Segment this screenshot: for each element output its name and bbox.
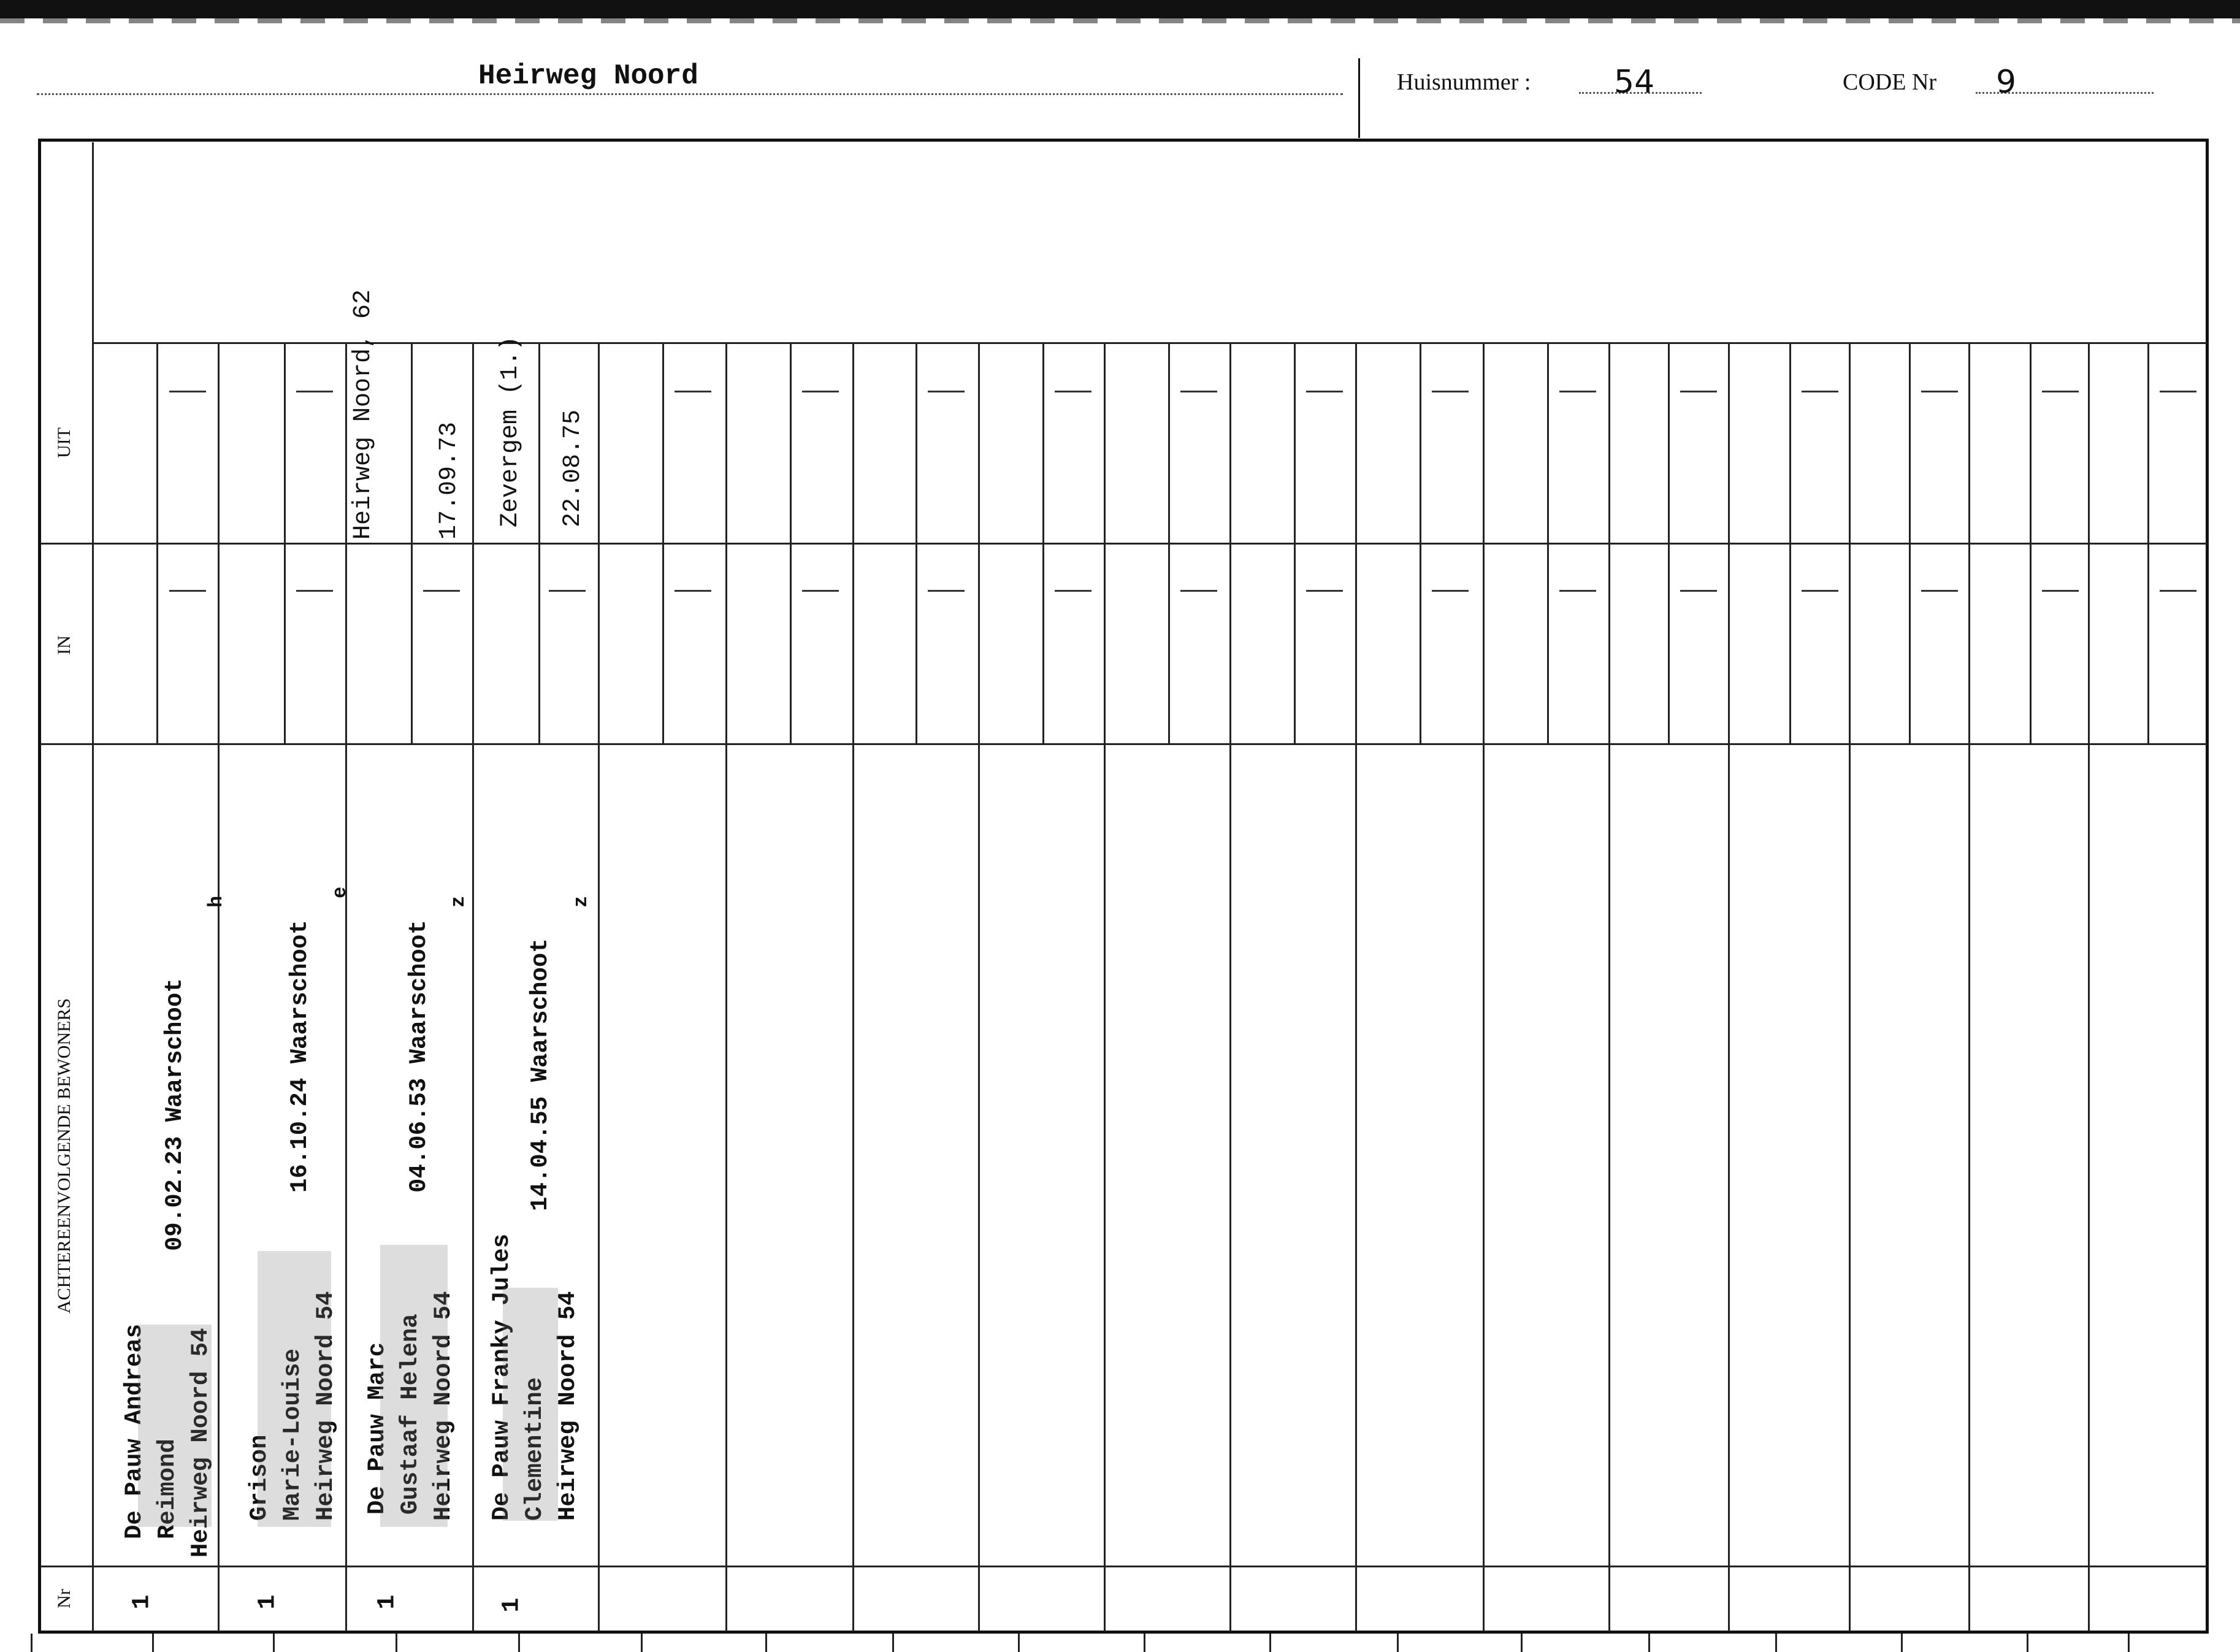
uit-dash bbox=[1559, 391, 1596, 392]
bottom-tick bbox=[1775, 1634, 1777, 1652]
col-rule bbox=[345, 342, 347, 1631]
in-dash bbox=[1680, 590, 1717, 592]
resident-birth: 09.02.23 Waarschoot bbox=[161, 978, 188, 1251]
resident-nr: 1 bbox=[254, 1594, 282, 1610]
resident-mark: z bbox=[447, 895, 470, 908]
bottom-tick bbox=[765, 1634, 767, 1652]
col-rule bbox=[978, 342, 980, 1631]
bewoners-column-label: ACHTEREENVOLGENDE BEWONERS bbox=[54, 998, 74, 1314]
col-rule bbox=[1229, 342, 1231, 1631]
uit-dash bbox=[1680, 391, 1717, 392]
col-rule bbox=[1608, 342, 1610, 1631]
in-dash bbox=[1432, 590, 1469, 592]
in-bewoners-rule bbox=[40, 743, 2208, 745]
in-dash bbox=[802, 590, 839, 592]
in-dash bbox=[1306, 590, 1343, 592]
scan-top-edge bbox=[0, 0, 2240, 18]
bewoners-nr-rule bbox=[40, 1566, 2208, 1567]
bottom-tick bbox=[1521, 1634, 1523, 1652]
bottom-tick bbox=[892, 1634, 894, 1652]
resident-given: Clementine bbox=[521, 1377, 548, 1521]
label-column-divider bbox=[92, 142, 94, 1631]
bottom-tick bbox=[1269, 1634, 1271, 1652]
resident-name: De Pauw Franky Jules bbox=[488, 1233, 515, 1521]
col-rule bbox=[1294, 342, 1296, 743]
resident-birth: 14.04.55 Waarschoot bbox=[527, 938, 554, 1211]
in-dash bbox=[928, 590, 965, 592]
in-dash bbox=[2160, 590, 2196, 592]
in-dash bbox=[1921, 590, 1958, 592]
col-rule bbox=[915, 342, 917, 743]
huisnummer-label: Huisnummer : bbox=[1397, 69, 1531, 95]
col-rule bbox=[2088, 342, 2090, 1631]
in-dash bbox=[2042, 590, 2079, 592]
uit-place: Zevergem (1.) bbox=[497, 335, 524, 527]
resident-name: De Pauw Andreas bbox=[121, 1323, 148, 1539]
col-rule bbox=[1420, 342, 1421, 743]
uit-dash bbox=[1180, 391, 1217, 392]
in-dash bbox=[675, 590, 711, 592]
col-rule bbox=[411, 342, 413, 743]
bottom-tick bbox=[1648, 1634, 1650, 1652]
in-dash bbox=[1180, 590, 1217, 592]
in-dash bbox=[1055, 590, 1091, 592]
resident-birth: 04.06.53 Waarschoot bbox=[405, 920, 432, 1193]
col-rule bbox=[1547, 342, 1549, 743]
in-dash bbox=[423, 590, 460, 592]
resident-address: Heirweg Noord 54 bbox=[554, 1291, 581, 1521]
col-rule bbox=[156, 342, 158, 743]
col-rule bbox=[2147, 342, 2149, 743]
uit-in-rule bbox=[40, 543, 2208, 545]
resident-given: Marie-Louise bbox=[279, 1348, 306, 1521]
uit-dash bbox=[928, 391, 965, 392]
uit-place: Heirweg Noord, 62 bbox=[350, 289, 377, 540]
scan-smudge bbox=[503, 1288, 558, 1521]
uit-dash bbox=[1055, 391, 1091, 392]
uit-dash bbox=[2160, 391, 2196, 392]
in-dash bbox=[1559, 590, 1596, 592]
bottom-tick bbox=[1018, 1634, 1020, 1652]
resident-nr: 1 bbox=[498, 1597, 526, 1613]
col-rule bbox=[790, 342, 792, 743]
scan-smudge bbox=[258, 1251, 331, 1527]
bottom-tick bbox=[31, 1634, 32, 1652]
uit-dash bbox=[1921, 391, 1958, 392]
col-rule bbox=[1789, 342, 1791, 743]
uit-dash bbox=[1802, 391, 1838, 392]
in-dash bbox=[169, 590, 206, 592]
bottom-tick bbox=[1144, 1634, 1145, 1652]
scan-smudge bbox=[380, 1245, 448, 1527]
in-dash bbox=[549, 590, 586, 592]
resident-address: Heirweg Noord 54 bbox=[312, 1291, 339, 1521]
col-rule bbox=[662, 342, 664, 743]
scan-smudge bbox=[138, 1325, 212, 1527]
col-rule bbox=[1355, 342, 1357, 1631]
col-rule bbox=[218, 342, 220, 1631]
resident-mark: h bbox=[205, 895, 227, 908]
uit-dash bbox=[1306, 391, 1343, 392]
resident-name: De Pauw Marc bbox=[364, 1342, 391, 1515]
bottom-tick bbox=[1901, 1634, 1903, 1652]
resident-mark: e bbox=[329, 886, 351, 898]
street-dotted-line bbox=[37, 92, 1343, 95]
uit-column-label: UIT bbox=[54, 427, 74, 458]
resident-name: Grison bbox=[246, 1434, 273, 1521]
resident-given: Reimond bbox=[154, 1439, 181, 1539]
header-separator bbox=[1358, 58, 1360, 138]
col-rule bbox=[538, 342, 540, 743]
col-rule bbox=[725, 342, 727, 1631]
col-rule bbox=[1849, 342, 1851, 1631]
in-dash bbox=[1802, 590, 1838, 592]
col-rule bbox=[284, 342, 286, 743]
bottom-tick bbox=[396, 1634, 397, 1652]
bottom-tick bbox=[641, 1634, 643, 1652]
col-rule bbox=[598, 342, 600, 1631]
col-rule bbox=[2030, 342, 2032, 743]
resident-mark: z bbox=[570, 895, 592, 908]
uit-date: 17.09.73 bbox=[435, 421, 463, 540]
uit-date: 22.08.75 bbox=[559, 409, 587, 527]
col-rule bbox=[1042, 342, 1044, 743]
bottom-tick bbox=[1397, 1634, 1399, 1652]
resident-birth: 16.10.24 Waarschoot bbox=[286, 920, 313, 1193]
uit-dash bbox=[169, 391, 206, 392]
bottom-tick bbox=[518, 1634, 520, 1652]
in-column-label: IN bbox=[54, 635, 74, 655]
uit-dash bbox=[802, 391, 839, 392]
bottom-tick bbox=[152, 1634, 154, 1652]
col-rule bbox=[1968, 342, 1970, 1631]
huisnummer-value: 54 bbox=[1614, 64, 1655, 101]
col-rule bbox=[1104, 342, 1106, 1631]
nr-column-label: Nr bbox=[54, 1589, 74, 1608]
code-value: 9 bbox=[1996, 64, 2017, 101]
bottom-tick bbox=[2027, 1634, 2028, 1652]
resident-given: Gustaaf Helena bbox=[397, 1314, 424, 1515]
code-label: CODE Nr bbox=[1843, 69, 1937, 95]
uit-dash bbox=[1432, 391, 1469, 392]
in-dash bbox=[296, 590, 333, 592]
bottom-tick bbox=[2128, 1634, 2130, 1652]
scan-top-edge-noise bbox=[0, 18, 2240, 23]
street-name: Heirweg Noord bbox=[478, 60, 698, 92]
col-rule bbox=[1483, 342, 1485, 1631]
col-rule bbox=[1668, 342, 1670, 743]
col-rule bbox=[852, 342, 854, 1631]
uit-dash bbox=[675, 391, 711, 392]
col-rule bbox=[1909, 342, 1911, 743]
uit-dash bbox=[2042, 391, 2079, 392]
col-rule bbox=[472, 342, 474, 1631]
col-rule bbox=[1168, 342, 1170, 743]
resident-nr: 1 bbox=[373, 1594, 402, 1610]
resident-address: Heirweg Noord 54 bbox=[430, 1291, 457, 1521]
bottom-tick bbox=[273, 1634, 275, 1652]
col-rule bbox=[1728, 342, 1730, 1631]
resident-address: Heirweg Noord 54 bbox=[187, 1328, 214, 1558]
resident-nr: 1 bbox=[128, 1594, 156, 1610]
uit-dash bbox=[296, 391, 333, 392]
